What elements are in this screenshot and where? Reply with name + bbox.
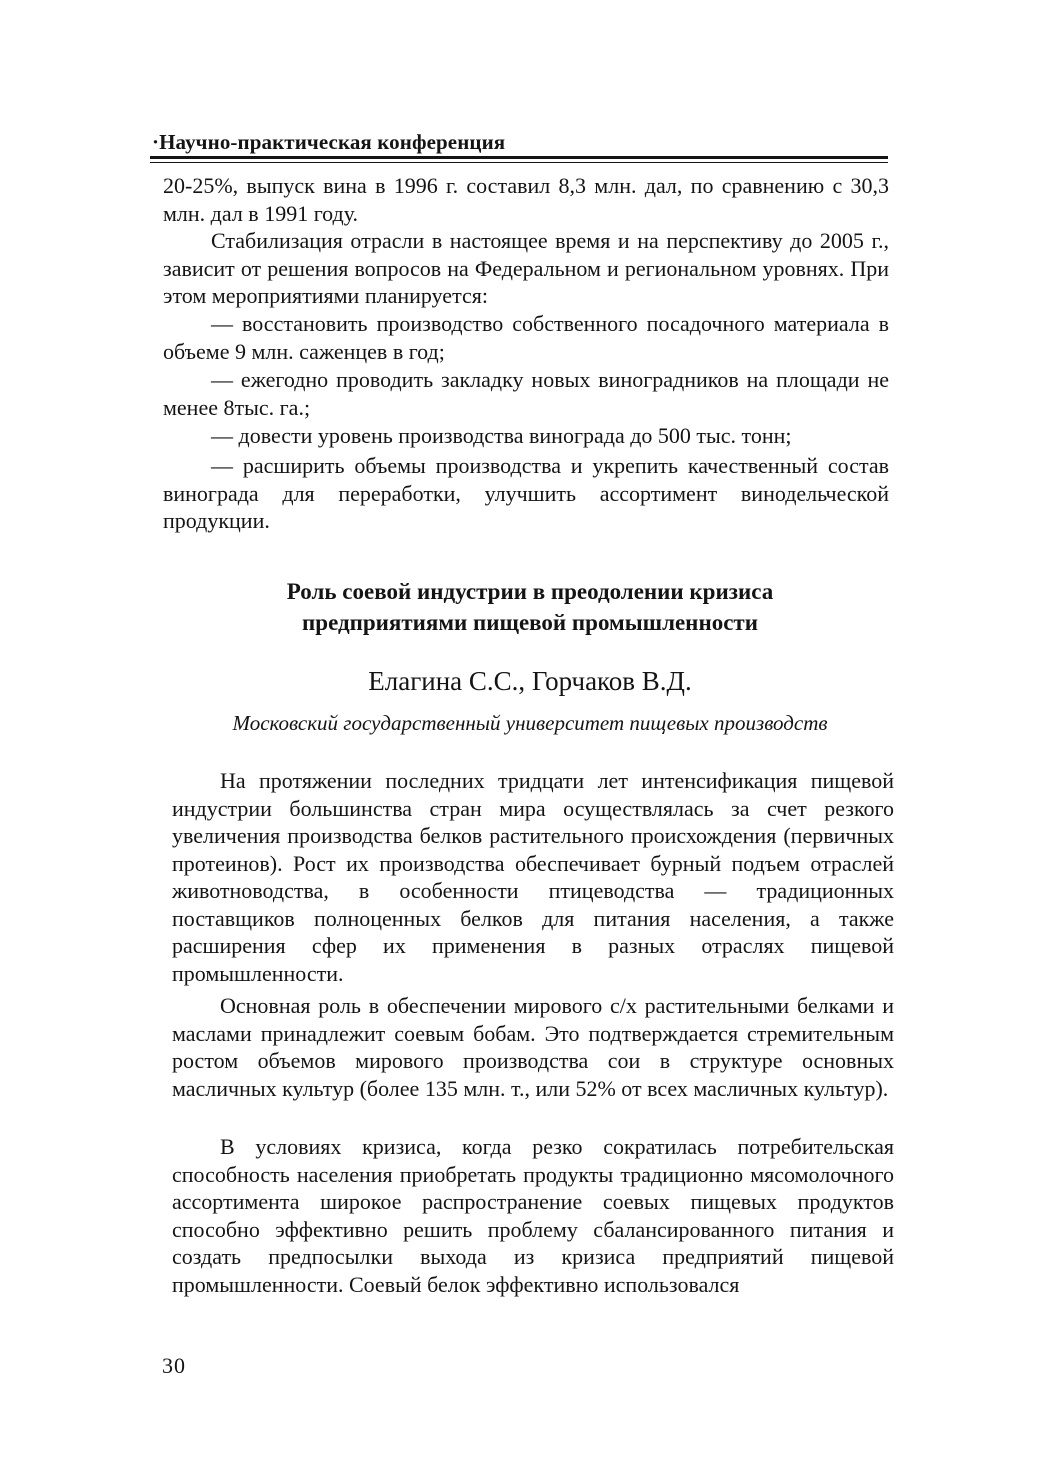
continuation-paragraph: 20-25%, выпуск вина в 1996 г. составил 8,3 млн. дал, по сравнению с 30,3 млн. дал в 1991 году. <box>163 173 889 226</box>
running-header: ·Научно-практическая конференция <box>152 130 506 154</box>
measure-item: — ежегодно проводить закладку новых виноградников на площади не менее 8тыс. га.; <box>163 367 889 420</box>
page-number: 30 <box>162 1353 186 1378</box>
stabilization-paragraph: Стабилизация отрасли в настоящее время и на перспективу до 2005 г., зависит от решения вопросов на Федеральном и региональном уровнях. При этом мероприятиями планируется: <box>163 228 889 308</box>
article-title-line-2: предприятиями пищевой промышленности <box>302 610 758 635</box>
article-authors: Елагина С.С., Горчаков В.Д. <box>368 666 692 696</box>
article-affiliation: Московский государственный университет пищевых производств <box>232 711 828 735</box>
header-rule-thin <box>150 162 888 163</box>
body-paragraph: В условиях кризиса, когда резко сократилась потребительская способность населения приобретать продукты традиционно мясомолочного ассортимента широкое распространение соевых пищевых продуктов способно эффективно решить проблему сбалансированного питания и создать предпосылки выхода из кризиса предприятий пищевой промышленности. Соевый белок эффективно использовался <box>172 1134 894 1297</box>
article-title-line-1: Роль соевой индустрии в преодолении кризиса <box>286 579 774 604</box>
measure-item: — довести уровень производства винограда до 500 тыс. тонн; <box>211 423 792 448</box>
measure-item: — восстановить производство собственного посадочного материала в объеме 9 млн. саженцев в год; <box>163 311 889 364</box>
body-paragraph: На протяжении последних тридцати лет интенсификация пищевой индустрии большинства стран мира осуществлялась за счет резкого увеличения производства белков растительного происхождения (первичных протеинов). Рост их производства обеспечивает бурный подъем отраслей животноводства, в особенности птицеводства — традиционных поставщиков полноценных белков для питания населения, а также расширения сфер их применения в разных отраслях пищевой промышленности. <box>172 768 894 986</box>
measure-item: — расширить объемы производства и укрепить качественный состав винограда для переработки, улучшить ассортимент винодельческой продукции. <box>163 453 889 533</box>
header-rule-thick <box>150 156 888 159</box>
body-paragraph: Основная роль в обеспечении мирового с/х растительными белками и маслами принадлежит соевым бобам. Это подтверждается стремительным ростом объемов мирового производства сои в структуре основных масличных культур (более 135 млн. т., или 52% от всех масличных культур). <box>172 993 894 1101</box>
